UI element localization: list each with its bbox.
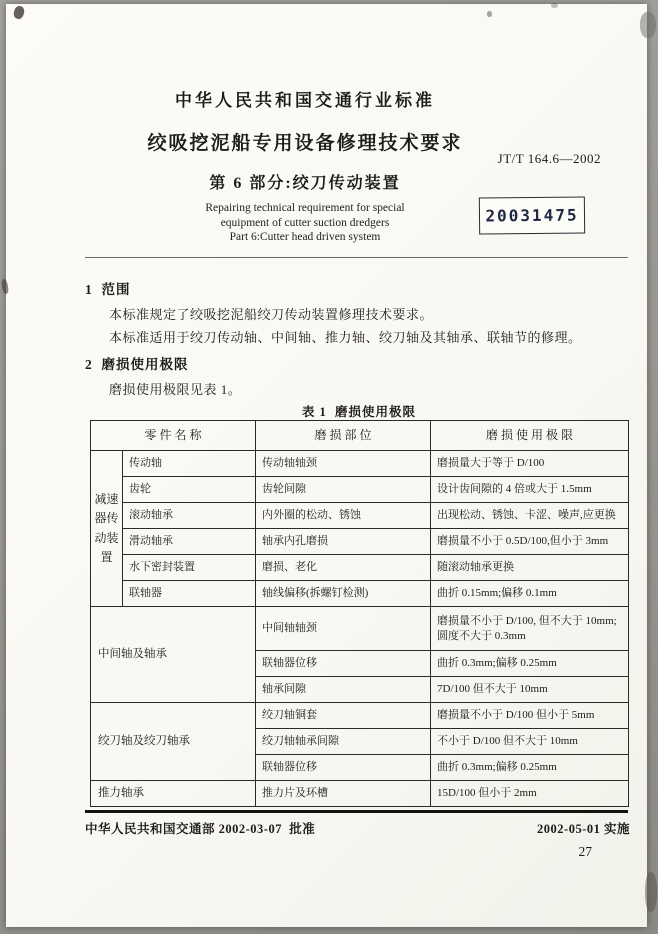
cell-position: 轴线偏移(拆螺钉检测) [256,581,431,607]
cell-position: 内外圈的松动、锈蚀 [256,503,431,529]
implementation-date: 2002-05-01 实施 [537,822,630,836]
footer-divider [85,810,628,813]
cell-group-label-intermediate-shaft: 中间轴及轴承 [91,607,256,703]
english-title-block [85,201,525,245]
table-row [91,607,629,651]
registration-number-stamp: 20031475 [479,196,585,234]
cell-limit: 不小于 D/100 但不大于 10mm [431,729,629,755]
table-row [91,529,629,555]
cell-position: 磨损、老化 [256,555,431,581]
header-divider [85,257,628,258]
english-title-line2: equipment of cutter suction dredgers [220,216,390,229]
scan-artifact [487,11,492,17]
cell-part: 齿轮 [123,477,256,503]
scan-artifact [645,872,657,912]
standard-category-title: 中华人民共和国交通行业标准 [175,91,435,110]
col-header-wear-limit: 磨 损 使 用 极 限 [431,421,629,451]
cell-limit: 15D/100 但小于 2mm [431,781,629,807]
cell-position: 绞刀轴铜套 [256,703,431,729]
table-row [91,555,629,581]
cell-position: 轴承内孔磨损 [256,529,431,555]
cell-position: 齿轮间隙 [256,477,431,503]
cell-group-label-reducer: 减速器传动装置 [91,451,123,607]
cell-position: 联轴器位移 [256,651,431,677]
standard-code: JT/T 164.6—2002 [497,151,601,166]
document-title: 绞吸挖泥船专用设备修理技术要求 [147,133,463,154]
cell-limit: 随滚动轴承更换 [431,555,629,581]
cell-part: 传动轴 [123,451,256,477]
scan-artifact [640,12,656,38]
table-row [91,503,629,529]
table-header-row [91,421,629,451]
cell-part: 联轴器 [123,581,256,607]
cell-limit: 7D/100 但不大于 10mm [431,677,629,703]
cell-position: 绞刀轴轴承间隙 [256,729,431,755]
cell-limit: 磨损量不小于 D/100 但小于 5mm [431,703,629,729]
section-1-paragraph-1: 本标准规定了绞吸挖泥船绞刀传动装置修理技术要求。 [109,307,434,322]
cell-limit: 磨损量不小于 0.5D/100,但小于 3mm [431,529,629,555]
document-page [6,4,647,927]
table-row [91,581,629,607]
section-1-paragraph-2: 本标准适用于绞刀传动轴、中间轴、推力轴、绞刀轴及其轴承、联轴节的修理。 [109,330,582,345]
english-title-line1: Repairing technical requirement for special [205,202,405,214]
section-1-heading: 1 范围 [85,282,131,297]
cell-group-label-thrust-bearing: 推力轴承 [91,781,256,807]
approval-authority: 中华人民共和国交通部 2002-03-07 批准 [85,822,316,836]
cell-limit: 磨损量不小于 D/100, 但不大于 10mm;圆度不大于 0.3mm [431,607,629,651]
table-row [91,781,629,807]
cell-position: 联轴器位移 [256,755,431,781]
cell-group-label-cutter-shaft: 绞刀轴及绞刀轴承 [91,703,256,781]
cell-limit: 出现松动、锈蚀、卡涩、噪声,应更换 [431,503,629,529]
table-row [91,703,629,729]
table-caption: 表 1 磨损使用极限 [301,405,417,419]
cell-position: 轴承间隙 [256,677,431,703]
cell-part: 滚动轴承 [123,503,256,529]
cell-limit: 曲折 0.3mm;偏移 0.25mm [431,651,629,677]
page-number: 27 [578,844,592,859]
section-2-paragraph-1: 磨损使用极限见表 1。 [109,382,242,397]
table-row [91,451,629,477]
wear-limit-table [90,420,629,807]
col-header-wear-position: 磨 损 部 位 [256,421,431,451]
section-2-heading: 2 磨损使用极限 [85,357,189,372]
english-title-line3: Part 6:Cutter head driven system [229,231,381,244]
table-row [91,477,629,503]
scan-artifact [551,3,558,8]
cell-part: 水下密封装置 [123,555,256,581]
cell-limit: 曲折 0.15mm;偏移 0.1mm [431,581,629,607]
cell-position: 中间轴轴颈 [256,607,431,651]
cell-position: 传动轴轴颈 [256,451,431,477]
cell-limit: 磨损量大于等于 D/100 [431,451,629,477]
part-subtitle: 第 6 部分:绞刀传动装置 [209,175,401,192]
cell-limit: 设计齿间隙的 4 倍或大于 1.5mm [431,477,629,503]
col-header-part-name: 零 件 名 称 [91,421,256,451]
cell-part: 滑动轴承 [123,529,256,555]
cell-position: 推力片及环槽 [256,781,431,807]
cell-limit: 曲折 0.3mm;偏移 0.25mm [431,755,629,781]
